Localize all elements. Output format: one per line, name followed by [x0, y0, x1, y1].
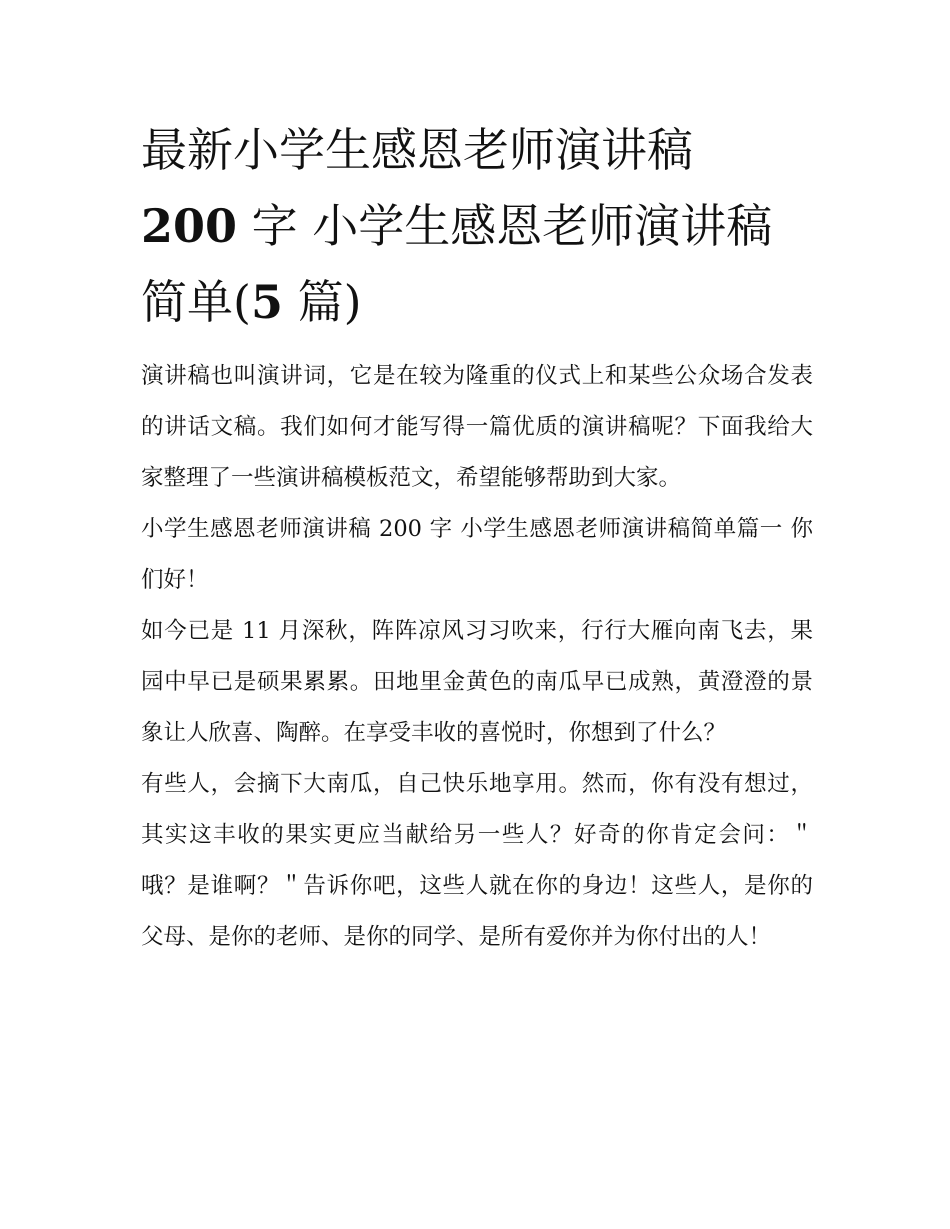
title-line-1: [141, 112, 813, 188]
document-page: [141, 112, 813, 963]
title-line-2-text: 字 小学生感恩老师演讲稿: [237, 199, 773, 253]
title-line-1-text: 最新小学生感恩老师演讲稿: [141, 123, 693, 177]
paragraph-speech-heading: 小学生感恩老师演讲稿 200 字 小学生感恩老师演讲稿简单篇一 你们好！: [141, 516, 813, 593]
document-body: [141, 351, 813, 963]
title-line-2: [141, 188, 813, 264]
title-line-2-number: 200: [141, 199, 238, 253]
document-title: [141, 112, 813, 340]
paragraph-intro: 演讲稿也叫演讲词，它是在较为隆重的仪式上和某些公众场合发表的讲话文稿。我们如何才能写得一篇优质的演讲稿呢？下面我给大家整理了一些演讲稿模板范文，希望能够帮助到大家。: [141, 363, 813, 491]
title-line-3-number: 5: [250, 275, 283, 329]
title-line-3-text: 篇): [282, 275, 362, 329]
paragraph-gratitude: 有些人，会摘下大南瓜，自己快乐地享用。然而，你有没有想过，其实这丰收的果实更应当献给另一些人？好奇的你肯定会问：＂哦？是谁啊？＂告诉你吧，这些人就在你的身边！这些人，是你的父母、是你的老师、是你的同学、是所有爱你并为你付出的人！: [141, 771, 813, 950]
title-line-3: [141, 264, 813, 340]
paragraph-autumn: 如今已是 11 月深秋，阵阵凉风习习吹来，行行大雁向南飞去，果园中早已是硕果累累。田地里金黄色的南瓜早已成熟，黄澄澄的景象让人欣喜、陶醉。在享受丰收的喜悦时，你想到了什么？: [141, 618, 813, 746]
title-line-3-prefix: 简单(: [141, 275, 251, 329]
